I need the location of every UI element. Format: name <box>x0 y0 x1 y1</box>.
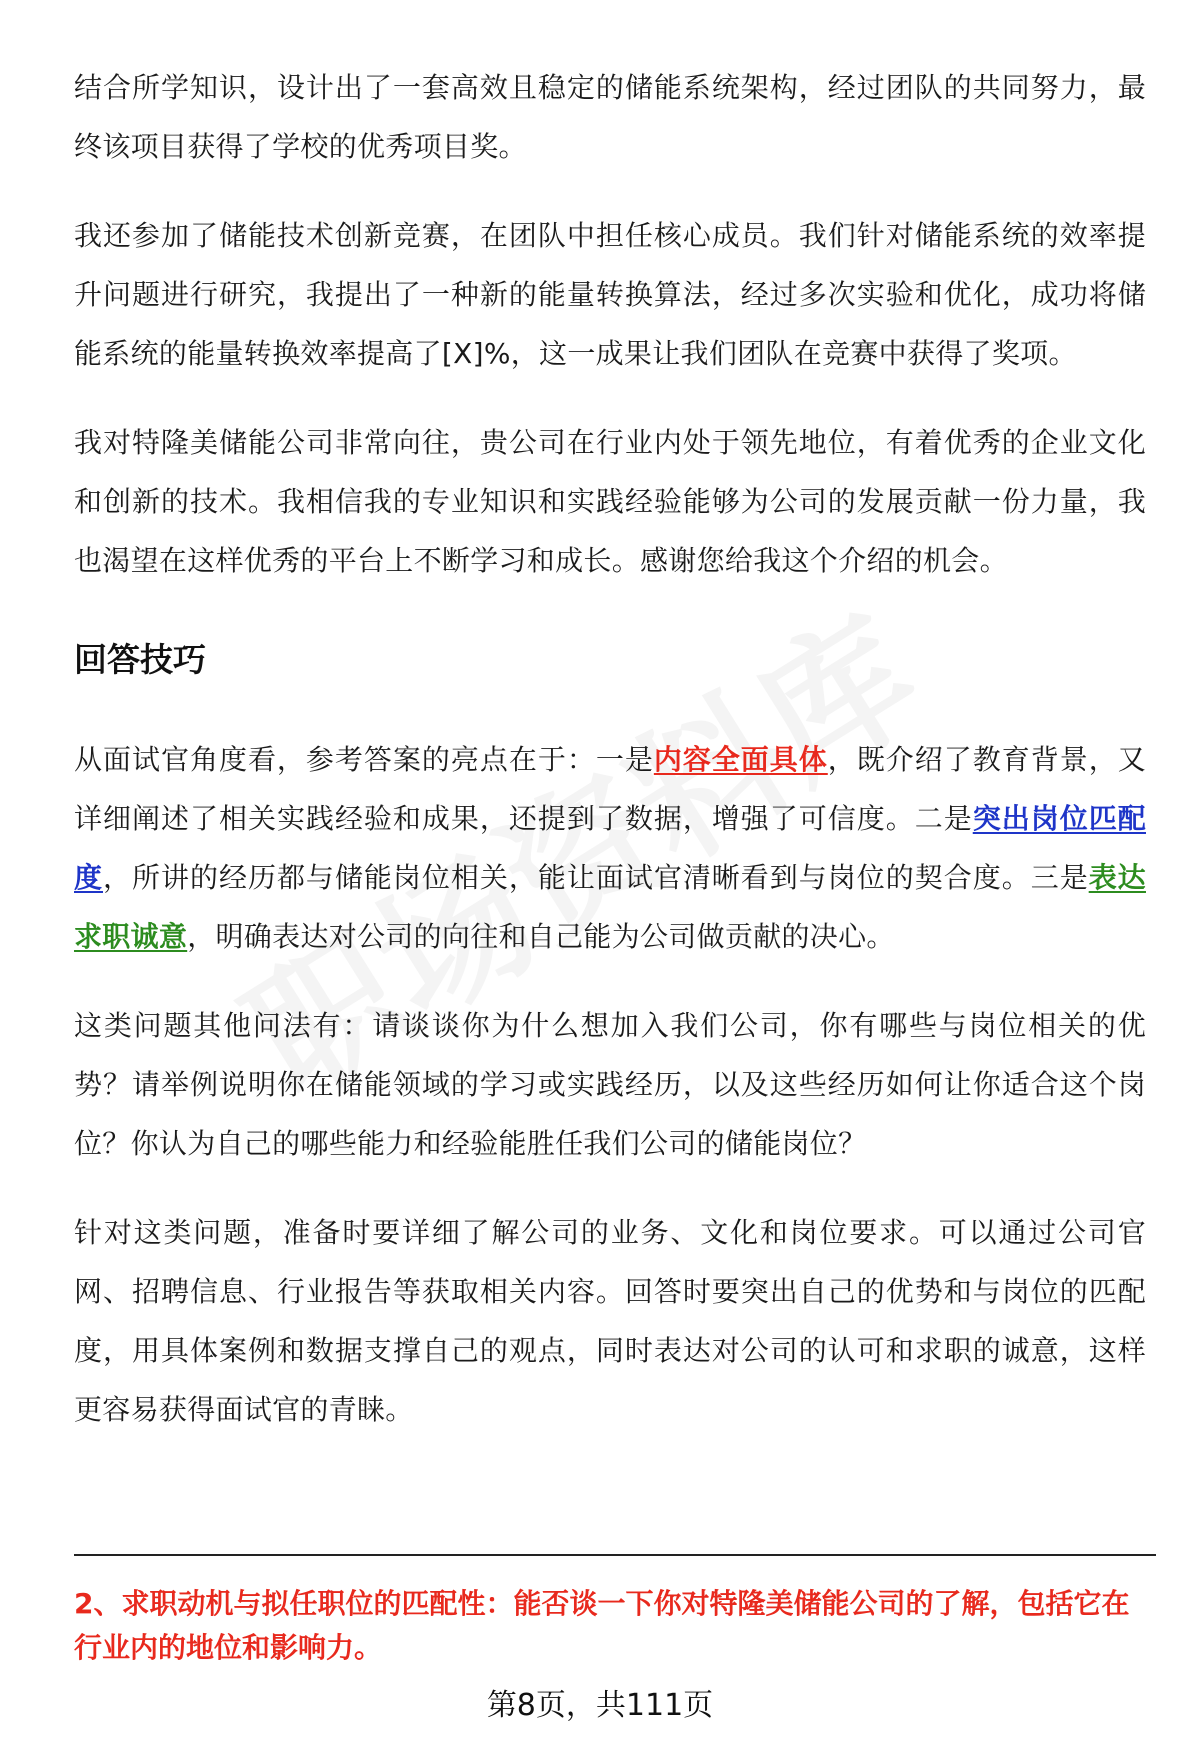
highlight-sincerity: 表达求职诚意 <box>74 861 1146 953</box>
tips-text-2: ，既介绍了教育背景，又详细阐述了相关实践经验和成果，还提到了数据，增强了可信度。二是 <box>74 743 1146 835</box>
next-question-heading: 2、求职动机与拟任职位的匹配性：能否谈一下你对特隆美储能公司的了解，包括它在行业内的地位和影响力。 <box>74 1587 1130 1664</box>
paragraph-project-award: 结合所学知识，设计出了一套高效且稳定的储能系统架构，经过团队的共同努力，最终该项目获得了学校的优秀项目奖。 <box>74 71 1146 163</box>
tips-text-4: ，明确表达对公司的向往和自己能为公司做贡献的决心。 <box>187 920 895 953</box>
tips-text-1: 从面试官角度看，参考答案的亮点在于：一是 <box>74 743 654 776</box>
tips-text-3: ，所讲的经历都与储能岗位相关，能让面试官清晰看到与岗位的契合度。三是 <box>103 861 1089 894</box>
highlight-content-specific: 内容全面具体 <box>653 743 828 776</box>
highlight-job-match: 突出岗位匹配度 <box>74 802 1146 894</box>
page-footer: 第8页，共111页 <box>486 1688 714 1723</box>
document-body <box>74 58 1146 1439</box>
paragraph-tips <box>74 730 1146 966</box>
section-heading-answer-tips: 回答技巧 <box>74 640 206 679</box>
paragraph-other-questions: 这类问题其他问法有：请谈谈你为什么想加入我们公司，你有哪些与岗位相关的优势？请举例说明你在储能领域的学习或实践经历，以及这些经历如何让你适合这个岗位？你认为自己的哪些能力和经验能胜任我们公司的储能岗位？ <box>74 1009 1146 1160</box>
paragraph-competition: 我还参加了储能技术创新竞赛，在团队中担任核心成员。我们针对储能系统的效率提升问题进行研究，我提出了一种新的能量转换算法，经过多次实验和优化，成功将储能系统的能量转换效率提高了[X]%，这一成果让我们团队在竞赛中获得了奖项。 <box>74 219 1146 370</box>
section-divider <box>74 1554 1156 1556</box>
paragraph-company-motivation: 我对特隆美储能公司非常向往，贵公司在行业内处于领先地位，有着优秀的企业文化和创新的技术。我相信我的专业知识和实践经验能够为公司的发展贡献一份力量，我也渴望在这样优秀的平台上不断学习和成长。感谢您给我这个介绍的机会。 <box>74 426 1146 577</box>
paragraph-advice: 针对这类问题，准备时要详细了解公司的业务、文化和岗位要求。可以通过公司官网、招聘信息、行业报告等获取相关内容。回答时要突出自己的优势和与岗位的匹配度，用具体案例和数据支撑自己的观点，同时表达对公司的认可和求职的诚意，这样更容易获得面试官的青睐。 <box>74 1216 1146 1426</box>
